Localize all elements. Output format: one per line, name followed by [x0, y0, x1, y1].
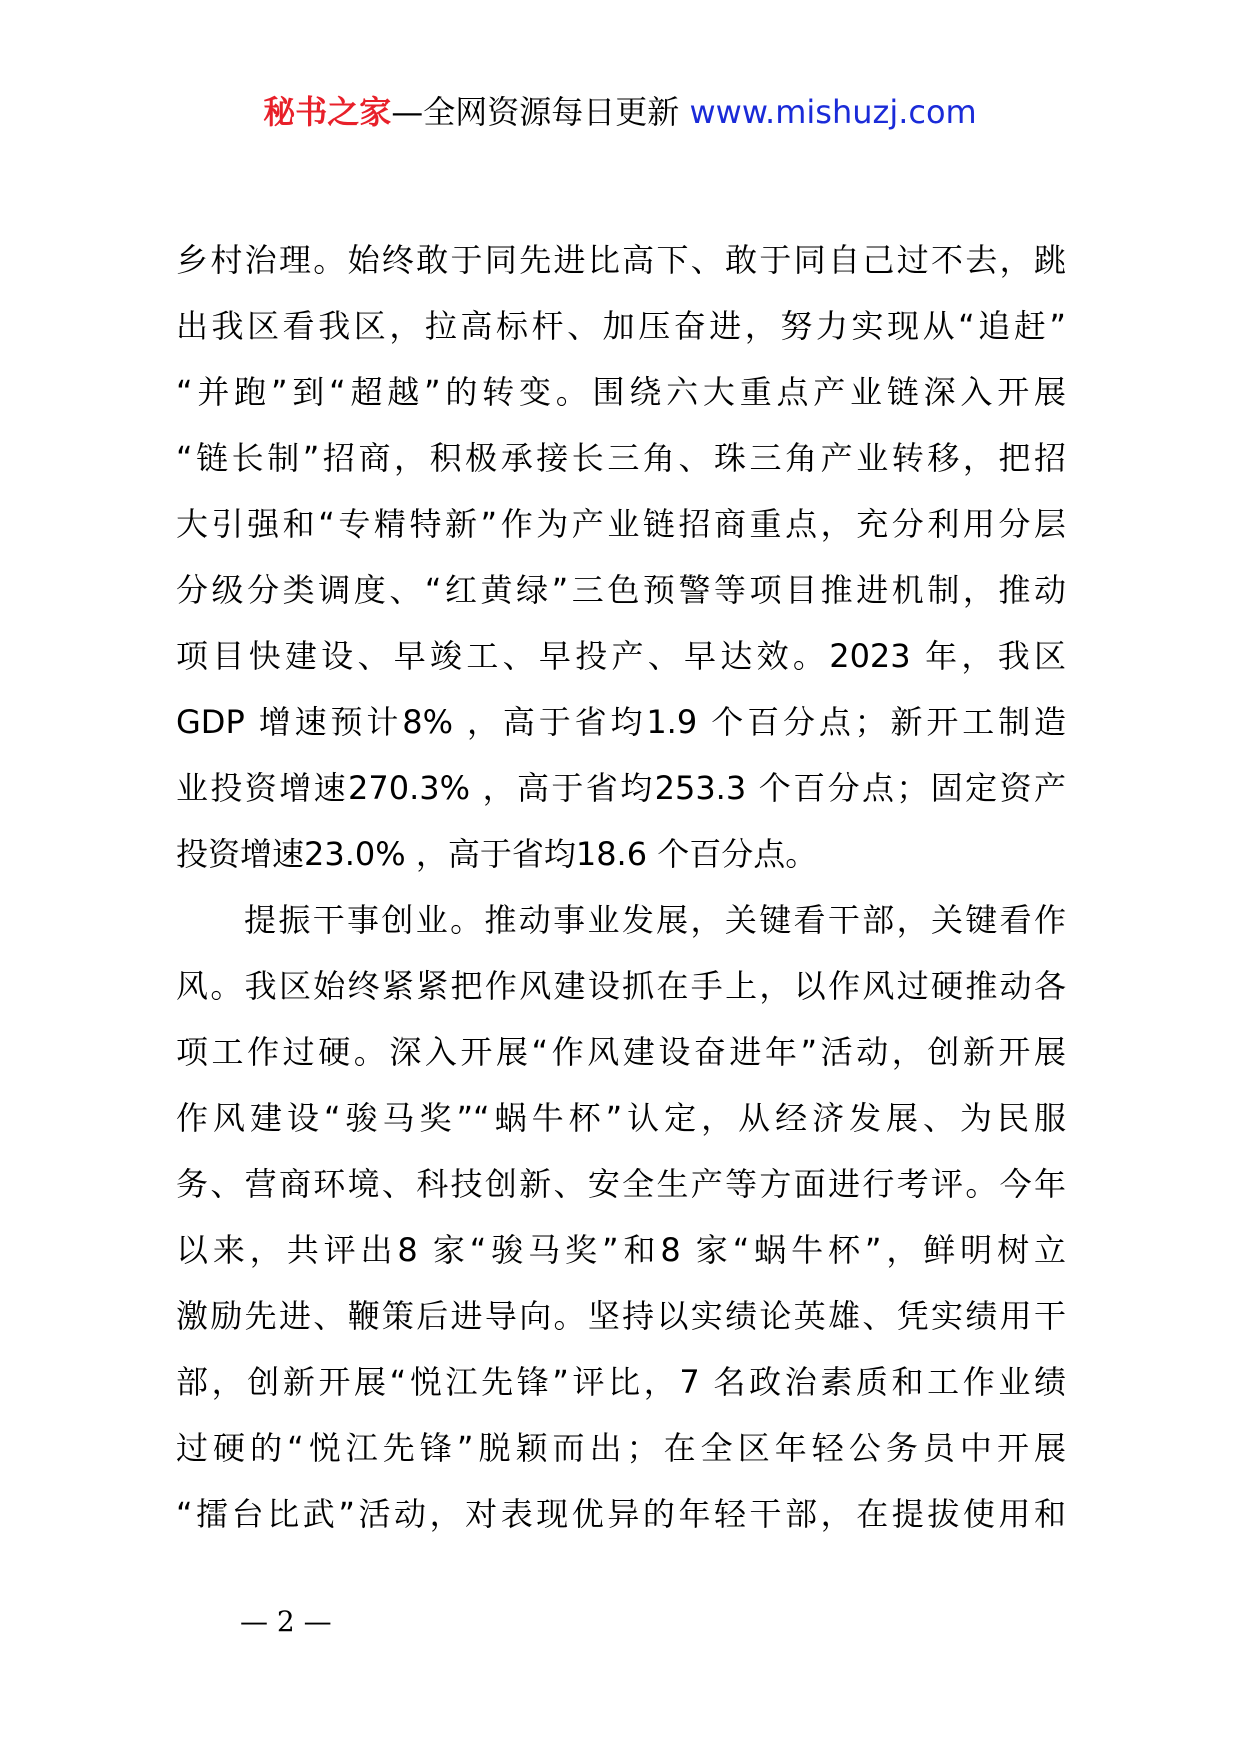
text-line: 投资增速23.0% ，高于省均18.6 个百分点。	[176, 835, 818, 873]
text-line: 作风建设“骏马奖”“蜗牛杯”认定，从经济发展、为民服	[176, 1099, 1066, 1137]
text-line: 乡村治理。始终敢于同先进比高下、敢于同自己过不去，跳	[176, 241, 1066, 279]
text-line: 项工作过硬。深入开展“作风建设奋进年”活动，创新开展	[176, 1033, 1066, 1071]
text-line: “链长制”招商，积极承接长三角、珠三角产业转移，把招	[176, 439, 1066, 477]
text-line: GDP 增速预计8% ，高于省均1.9 个百分点；新开工制造	[176, 703, 1066, 741]
page-number: — 2 —	[240, 1605, 332, 1638]
text-line: 提振干事创业。推动事业发展，关键看干部，关键看作	[244, 901, 1066, 939]
site-brand: 秘书之家	[263, 93, 392, 131]
site-slogan: —全网资源每日更新	[391, 93, 680, 131]
text-line: 激励先进、鞭策后进导向。坚持以实绩论英雄、凭实绩用干	[176, 1297, 1066, 1335]
paragraph-1	[176, 227, 1066, 887]
text-line: 业投资增速270.3% ，高于省均253.3 个百分点；固定资产	[176, 769, 1066, 807]
text-line: “擂台比武”活动，对表现优异的年轻干部，在提拔使用和	[176, 1495, 1066, 1533]
text-line: 分级分类调度、“红黄绿”三色预警等项目推进机制，推动	[176, 571, 1066, 609]
text-line: 风。我区始终紧紧把作风建设抓在手上，以作风过硬推动各	[176, 967, 1066, 1005]
text-line: 务、营商环境、科技创新、安全生产等方面进行考评。今年	[176, 1165, 1066, 1203]
text-line: 大引强和“专精特新”作为产业链招商重点，充分利用分层	[176, 505, 1066, 543]
text-line: 部，创新开展“悦江先锋”评比，7 名政治素质和工作业绩	[176, 1363, 1066, 1401]
text-line: 过硬的“悦江先锋”脱颖而出；在全区年轻公务员中开展	[176, 1429, 1066, 1467]
site-header	[0, 92, 1240, 132]
text-line: 出我区看我区，拉高标杆、加压奋进，努力实现从“追赶”	[176, 307, 1066, 345]
text-line: 以来，共评出8 家“骏马奖”和8 家“蜗牛杯”，鲜明树立	[176, 1231, 1066, 1269]
text-line: 项目快建设、早竣工、早投产、早达效。2023 年，我区	[176, 637, 1066, 675]
site-url[interactable]: www.mishuzj.com	[689, 93, 977, 131]
paragraph-2	[176, 887, 1066, 1547]
document-body	[176, 227, 1066, 1547]
text-line: “并跑”到“超越”的转变。围绕六大重点产业链深入开展	[176, 373, 1066, 411]
